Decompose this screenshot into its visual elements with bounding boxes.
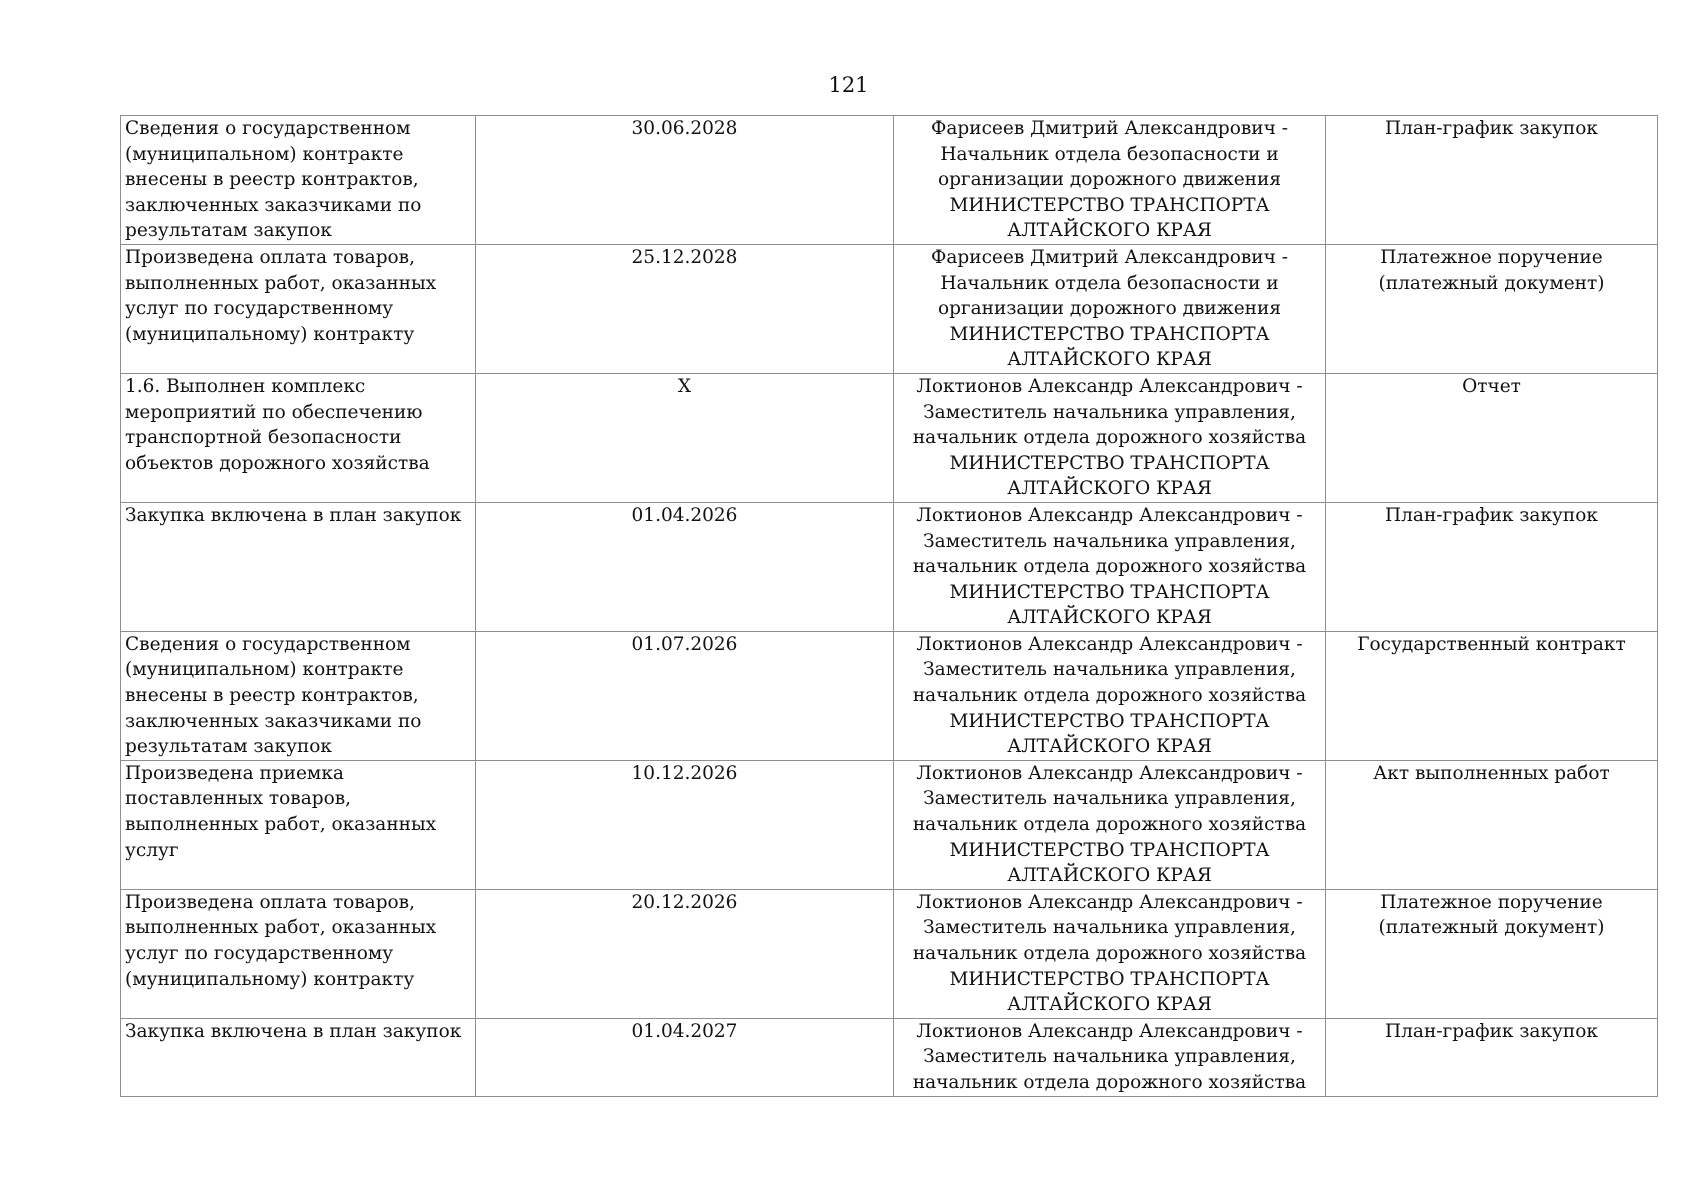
responsible-cell	[894, 760, 1326, 889]
date-text: 20.12.2026	[631, 891, 738, 913]
responsible-text-line: МИНИСТЕРСТВО ТРАНСПОРТА	[949, 710, 1270, 732]
event-text-line: Закупка включена в план закупок	[125, 504, 462, 526]
responsible-text-line: Фарисеев Дмитрий Александрович -	[931, 118, 1288, 139]
table-row	[121, 373, 1658, 502]
event-text-line: услуг по государственному	[125, 943, 394, 964]
event-text-line: Сведения о государственном	[125, 118, 411, 139]
responsible-text-line: Заместитель начальника управления,	[923, 917, 1296, 939]
responsible-text-line: АЛТАЙСКОГО КРАЯ	[1007, 607, 1212, 629]
responsible-cell	[894, 373, 1326, 502]
responsible-text-line: начальник отдела дорожного хозяйства	[912, 814, 1307, 836]
responsible-text-line: организации дорожного движения	[937, 169, 1282, 191]
table-row	[121, 889, 1658, 1018]
event-cell	[121, 502, 476, 631]
responsible-text-line: Заместитель начальника управления,	[923, 401, 1296, 423]
date-text: 25.12.2028	[631, 246, 738, 268]
event-text-line: Сведения о государственном	[125, 633, 411, 655]
responsible-cell	[894, 502, 1326, 631]
date-text: 01.04.2026	[631, 504, 738, 526]
document-text-line: (платежный документ)	[1378, 917, 1605, 939]
responsible-text-line: Локтионов Александр Александрович -	[916, 1020, 1303, 1042]
event-cell	[121, 373, 476, 502]
event-text-line: Произведена оплата товаров,	[125, 891, 415, 913]
responsible-text-line: МИНИСТЕРСТВО ТРАНСПОРТА	[949, 452, 1270, 474]
event-cell	[121, 760, 476, 889]
document-cell	[1326, 889, 1658, 1018]
responsible-text-line: Заместитель начальника управления,	[923, 788, 1296, 810]
responsible-text-line: МИНИСТЕРСТВО ТРАНСПОРТА	[949, 194, 1270, 216]
event-text-line: поставленных товаров,	[125, 788, 352, 810]
responsible-text-line: АЛТАЙСКОГО КРАЯ	[1007, 220, 1212, 242]
event-text-line: результатам закупок	[125, 736, 332, 758]
event-text-line: выполненных работ, оказанных	[125, 917, 437, 939]
date-text: 30.06.2028	[631, 118, 738, 139]
responsible-text-line: начальник отдела дорожного хозяйства	[912, 943, 1307, 964]
document-cell	[1326, 1018, 1658, 1096]
date-cell	[476, 631, 894, 760]
document-text-line: Акт выполненных работ	[1373, 762, 1610, 784]
responsible-text-line: АЛТАЙСКОГО КРАЯ	[1007, 478, 1212, 500]
responsible-text-line: МИНИСТЕРСТВО ТРАНСПОРТА	[949, 968, 1270, 990]
date-cell	[476, 889, 894, 1018]
event-cell	[121, 1018, 476, 1096]
responsible-text-line: Заместитель начальника управления,	[923, 659, 1296, 681]
document-text-line: План-график закупок	[1385, 504, 1598, 526]
document-text-line: План-график закупок	[1385, 118, 1598, 139]
date-cell	[476, 502, 894, 631]
responsible-text-line: МИНИСТЕРСТВО ТРАНСПОРТА	[949, 839, 1270, 861]
responsible-text-line: Локтионов Александр Александрович -	[916, 891, 1303, 913]
event-text-line: внесены в реестр контрактов,	[125, 169, 419, 191]
responsible-text-line: организации дорожного движения	[937, 298, 1282, 320]
responsible-text-line: Начальник отдела безопасности и	[940, 272, 1279, 294]
event-text-line: (муниципальном) контракте	[125, 143, 404, 165]
responsible-cell	[894, 631, 1326, 760]
responsible-text-line: МИНИСТЕРСТВО ТРАНСПОРТА	[949, 581, 1270, 603]
event-text-line: 1.6. Выполнен комплекс	[125, 375, 366, 397]
document-cell	[1326, 116, 1658, 245]
document-text-line: План-график закупок	[1385, 1020, 1598, 1042]
table-row	[121, 116, 1658, 245]
document-text-line: Государственный контракт	[1357, 633, 1626, 655]
event-text-line: внесены в реестр контрактов,	[125, 685, 419, 707]
event-text-line: выполненных работ, оказанных	[125, 814, 437, 836]
event-cell	[121, 889, 476, 1018]
responsible-text-line: АЛТАЙСКОГО КРАЯ	[1007, 736, 1212, 758]
document-cell	[1326, 760, 1658, 889]
event-text-line: (муниципальному) контракту	[125, 323, 415, 345]
date-cell	[476, 1018, 894, 1096]
responsible-text-line: Локтионов Александр Александрович -	[916, 633, 1303, 655]
event-text-line: мероприятий по обеспечению	[125, 401, 423, 423]
event-text-line: объектов дорожного хозяйства	[125, 452, 430, 474]
table-row	[121, 502, 1658, 631]
event-text-line: заключенных заказчиками по	[125, 194, 422, 216]
document-text-line: (платежный документ)	[1378, 272, 1605, 294]
event-text-line: выполненных работ, оказанных	[125, 272, 437, 294]
responsible-text-line: начальник отдела дорожного хозяйства	[912, 1071, 1307, 1093]
document-text-line: Платежное поручение	[1380, 891, 1603, 913]
responsible-text-line: начальник отдела дорожного хозяйства	[912, 556, 1307, 578]
responsible-text-line: Заместитель начальника управления,	[923, 1046, 1296, 1068]
control-points-table	[120, 115, 1658, 1097]
date-text: 10.12.2026	[631, 762, 738, 784]
event-text-line: Произведена оплата товаров,	[125, 246, 415, 268]
table-row	[121, 1018, 1658, 1096]
document-cell	[1326, 373, 1658, 502]
responsible-text-line: АЛТАЙСКОГО КРАЯ	[1007, 349, 1212, 371]
document-text-line: Платежное поручение	[1380, 246, 1603, 268]
date-text: 01.07.2026	[631, 633, 738, 655]
event-text-line: (муниципальному) контракту	[125, 968, 415, 990]
date-cell	[476, 373, 894, 502]
document-text-line: Отчет	[1462, 375, 1521, 397]
event-text-line: транспортной безопасности	[125, 427, 402, 449]
responsible-cell	[894, 889, 1326, 1018]
responsible-cell	[894, 1018, 1326, 1096]
responsible-text-line: начальник отдела дорожного хозяйства	[912, 427, 1307, 449]
responsible-cell	[894, 116, 1326, 245]
table-body	[121, 116, 1658, 1097]
responsible-text-line: АЛТАЙСКОГО КРАЯ	[1007, 994, 1212, 1016]
table-row	[121, 244, 1658, 373]
date-text: 01.04.2027	[631, 1020, 738, 1042]
event-cell	[121, 244, 476, 373]
event-cell	[121, 116, 476, 245]
responsible-text-line: Начальник отдела безопасности и	[940, 143, 1279, 165]
responsible-text-line: Заместитель начальника управления,	[923, 530, 1296, 552]
responsible-text-line: Локтионов Александр Александрович -	[916, 504, 1303, 526]
document-cell	[1326, 631, 1658, 760]
responsible-text-line: МИНИСТЕРСТВО ТРАНСПОРТА	[949, 323, 1270, 345]
responsible-text-line: Локтионов Александр Александрович -	[916, 375, 1303, 397]
document-cell	[1326, 502, 1658, 631]
event-cell	[121, 631, 476, 760]
responsible-cell	[894, 244, 1326, 373]
responsible-text-line: Локтионов Александр Александрович -	[916, 762, 1303, 784]
responsible-text-line: Фарисеев Дмитрий Александрович -	[931, 246, 1288, 268]
responsible-text-line: начальник отдела дорожного хозяйства	[912, 685, 1307, 707]
event-text-line: Закупка включена в план закупок	[125, 1020, 462, 1042]
event-text-line: Произведена приемка	[125, 762, 344, 784]
date-cell	[476, 116, 894, 245]
date-text: X	[677, 375, 692, 397]
date-cell	[476, 760, 894, 889]
event-text-line: услуг	[125, 839, 179, 861]
table-row	[121, 760, 1658, 889]
page-number: 121	[828, 73, 869, 97]
responsible-text-line: АЛТАЙСКОГО КРАЯ	[1007, 865, 1212, 887]
event-text-line: (муниципальном) контракте	[125, 659, 404, 681]
event-text-line: результатам закупок	[125, 220, 332, 242]
table-row	[121, 631, 1658, 760]
event-text-line: заключенных заказчиками по	[125, 710, 422, 732]
document-cell	[1326, 244, 1658, 373]
date-cell	[476, 244, 894, 373]
event-text-line: услуг по государственному	[125, 298, 394, 320]
